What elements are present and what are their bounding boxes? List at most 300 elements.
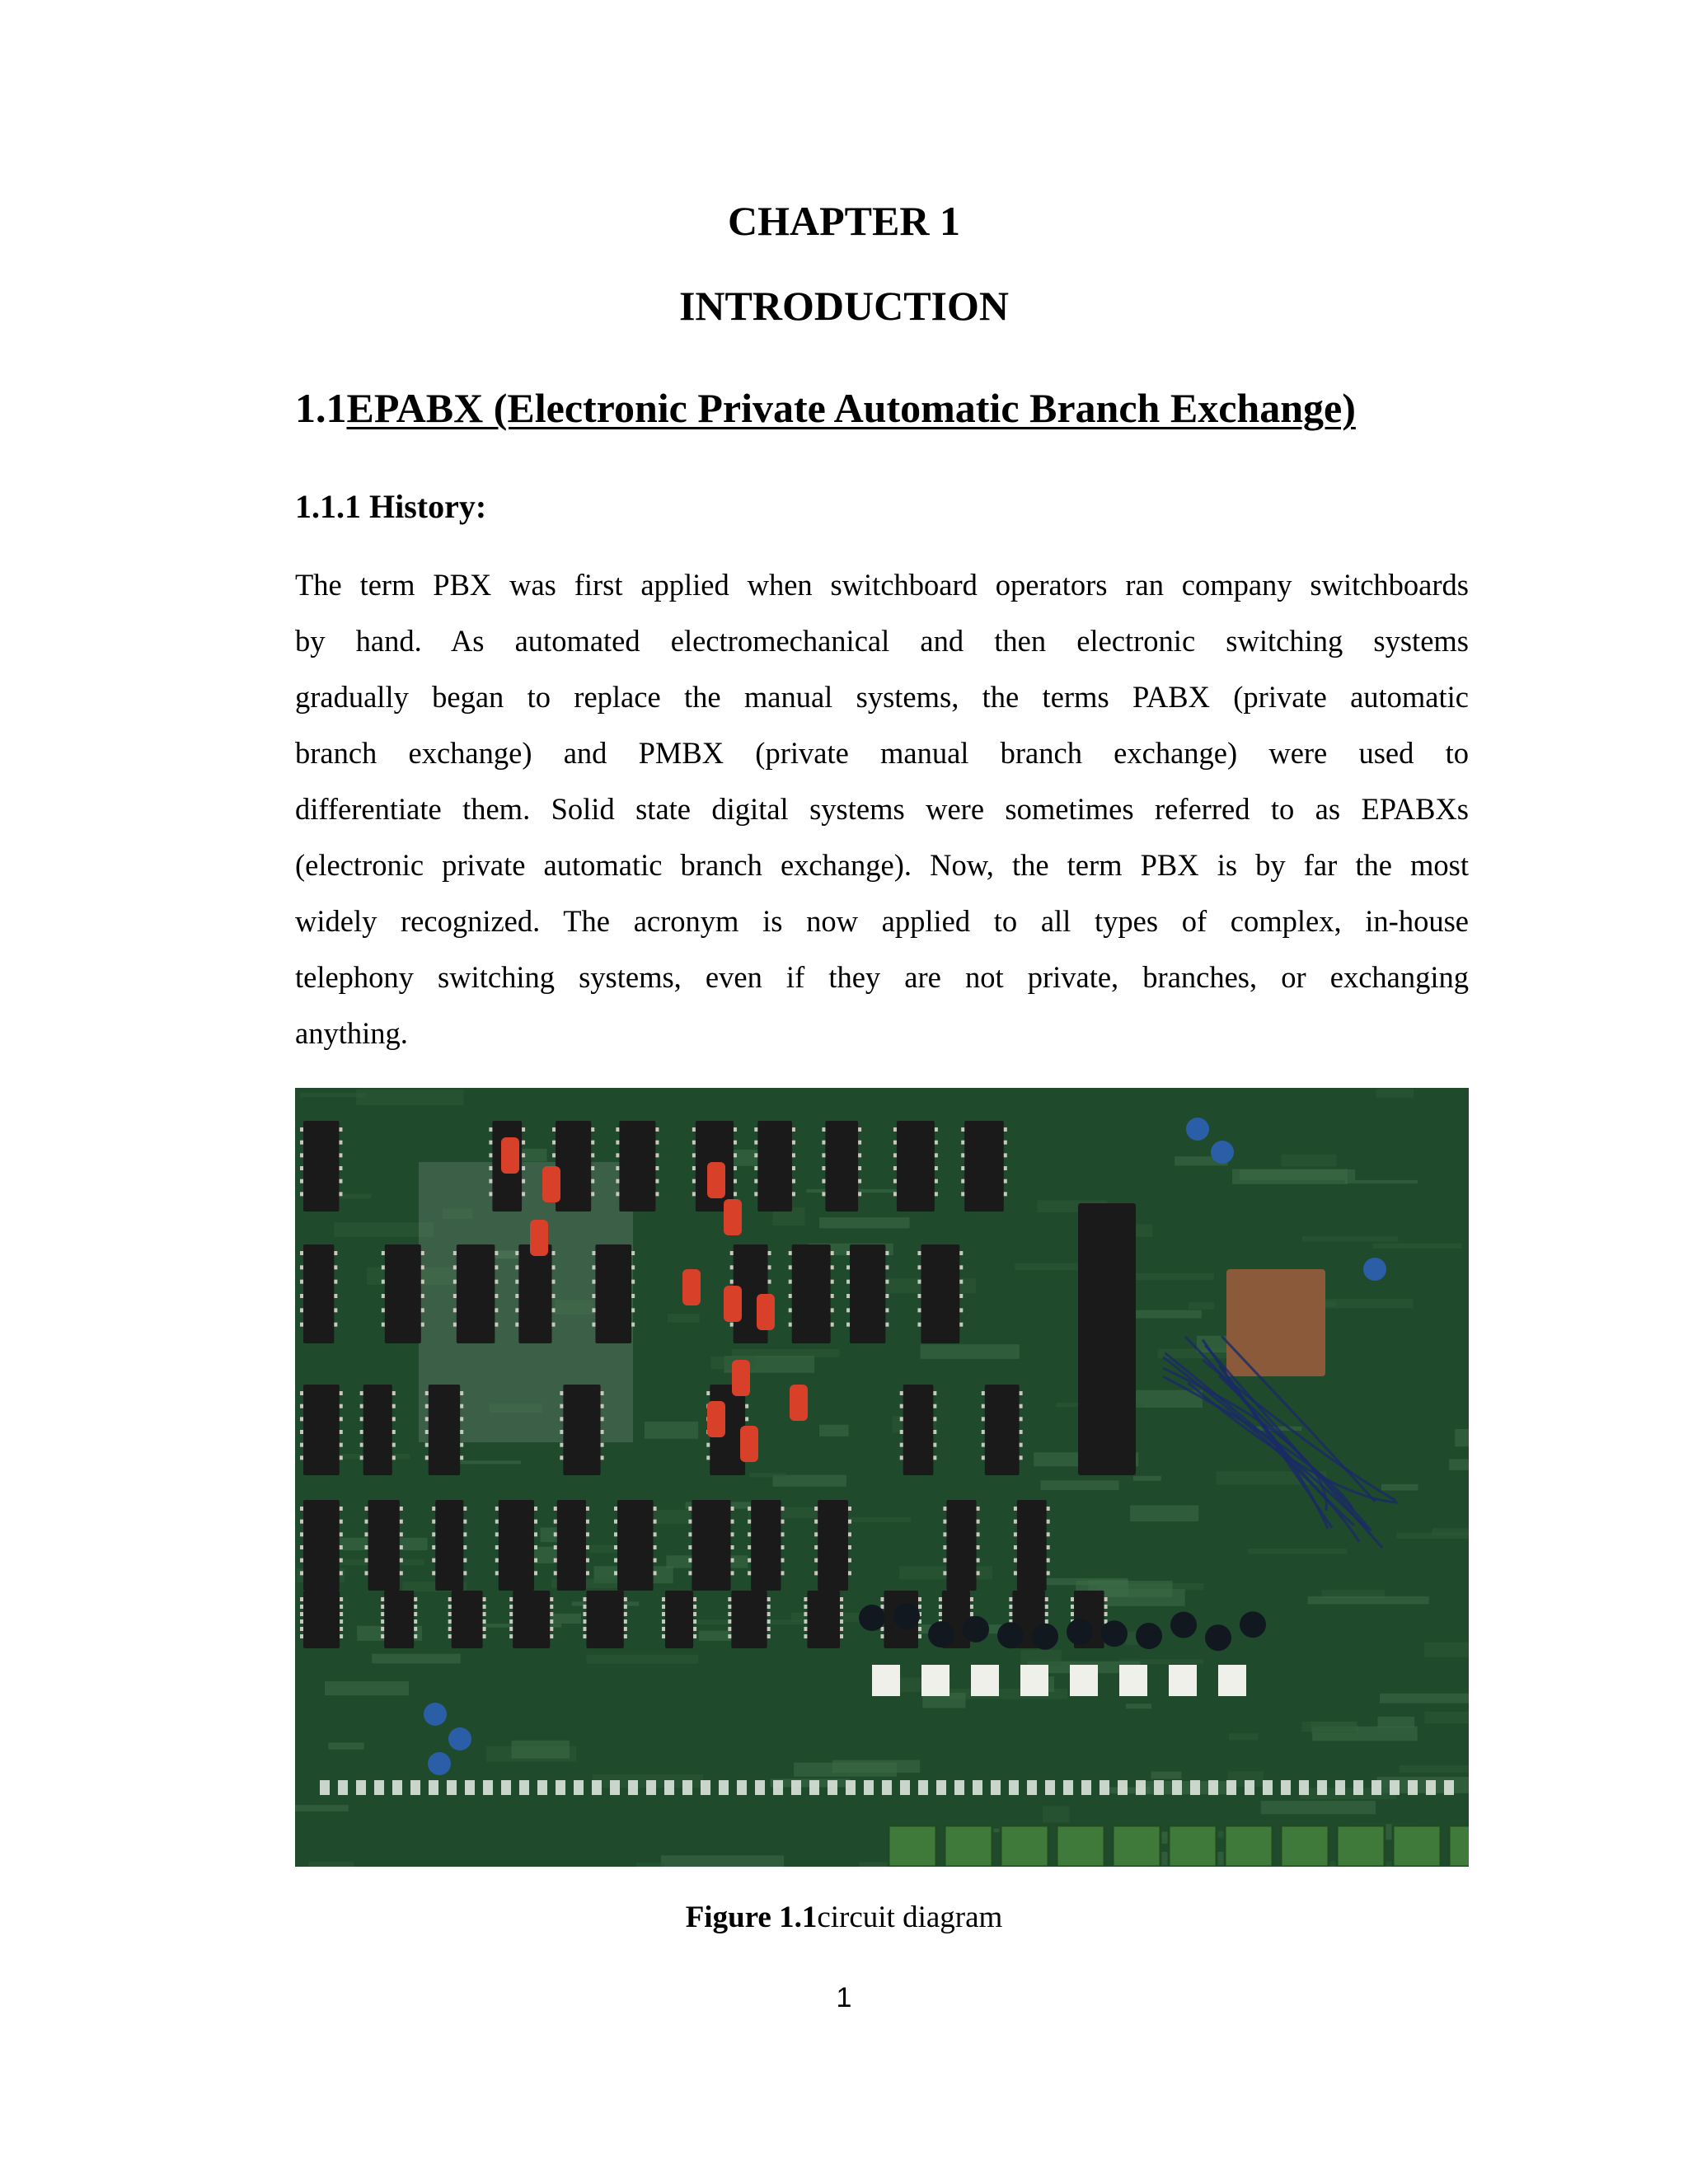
chip-pin: [688, 1532, 692, 1536]
chip-pin: [300, 1558, 303, 1563]
chip-pin: [392, 1417, 396, 1421]
chip-pin: [939, 1605, 942, 1609]
solder-pad: [1100, 1780, 1109, 1795]
solder-pad: [882, 1780, 892, 1795]
chip-pin: [654, 1520, 657, 1524]
blue-capacitor: [1186, 1118, 1209, 1141]
chip-pin: [893, 1141, 897, 1145]
chip-pin: [655, 1166, 659, 1170]
chip-pin: [339, 1166, 342, 1170]
chip-pin: [382, 1323, 385, 1327]
chip-pin: [731, 1571, 734, 1575]
body-line: anything.: [295, 1016, 408, 1050]
chip-pin: [688, 1571, 692, 1575]
chip-pin: [754, 1141, 757, 1145]
circuit-trace: [309, 1862, 354, 1867]
ic-chip: [556, 1121, 591, 1212]
chip-pin: [943, 1532, 946, 1536]
chip-pin: [848, 1507, 851, 1511]
chip-pin: [300, 1507, 303, 1511]
chip-pin: [463, 1571, 467, 1575]
electrolytic-capacitor: [997, 1622, 1024, 1648]
chip-pin: [583, 1597, 586, 1601]
body-line: The term PBX was first applied when switchboard operators ran company switchboards: [295, 568, 1469, 602]
chip-pin: [1004, 1153, 1007, 1157]
chip-pin: [340, 1571, 343, 1575]
chip-pin: [754, 1192, 757, 1196]
circuit-trace: [1229, 1733, 1258, 1740]
chip-pin: [425, 1391, 429, 1395]
chip-pin: [300, 1619, 303, 1624]
red-capacitor: [724, 1286, 742, 1322]
solder-pad: [1027, 1780, 1037, 1795]
chip-pin: [365, 1558, 368, 1563]
chip-pin: [730, 1251, 734, 1255]
chip-pin: [831, 1280, 834, 1284]
chip-pin: [583, 1634, 586, 1638]
chip-pin: [748, 1520, 751, 1524]
chip-pin: [560, 1430, 563, 1434]
chip-pin: [509, 1619, 513, 1624]
chip-pin: [767, 1605, 771, 1609]
chip-pin: [365, 1545, 368, 1549]
chip-pin: [734, 1179, 737, 1183]
chip-pin: [1020, 1417, 1023, 1421]
chip-pin: [583, 1612, 586, 1616]
chip-pin: [961, 1141, 964, 1145]
solder-pad: [1009, 1780, 1019, 1795]
chip-pin: [918, 1597, 921, 1601]
ic-chip: [429, 1385, 460, 1475]
ic-chip: [665, 1591, 693, 1648]
chip-pin: [804, 1612, 807, 1616]
chip-pin: [846, 1265, 850, 1269]
circuit-trace: [1449, 1459, 1469, 1469]
chip-pin: [400, 1571, 403, 1575]
circuit-trace: [1300, 1788, 1396, 1799]
chip-pin: [483, 1627, 486, 1631]
circuit-trace: [1425, 1712, 1469, 1723]
chip-pin: [522, 1141, 525, 1145]
chip-pin: [840, 1605, 843, 1609]
chip-pin: [933, 1417, 936, 1421]
electrolytic-capacitor: [1170, 1612, 1197, 1638]
red-capacitor: [530, 1220, 548, 1256]
chip-pin: [792, 1141, 795, 1145]
chip-pin: [448, 1605, 452, 1609]
page-number: 1: [836, 1982, 852, 2013]
circuit-trace: [645, 1422, 698, 1439]
section-title: EPABX (Electronic Private Automatic Branch Exchange): [346, 385, 1356, 431]
chip-pin: [591, 1153, 594, 1157]
chip-pin: [425, 1430, 429, 1434]
chip-pin: [592, 1265, 595, 1269]
chip-pin: [591, 1141, 594, 1145]
chip-pin: [858, 1166, 861, 1170]
chip-pin: [655, 1153, 659, 1157]
chip-pin: [591, 1127, 594, 1132]
solder-pad: [864, 1780, 874, 1795]
body-line: branch exchange) and PMBX (private manual branch exchange) were used to: [295, 736, 1469, 770]
chip-pin: [831, 1251, 834, 1255]
chip-pin: [768, 1265, 771, 1269]
chip-pin: [614, 1507, 617, 1511]
chip-pin: [840, 1619, 843, 1624]
chip-pin: [554, 1532, 557, 1536]
circuit-trace: [512, 1741, 570, 1759]
chip-pin: [400, 1532, 403, 1536]
solder-pad: [338, 1780, 348, 1795]
circuit-trace: [1344, 1180, 1418, 1183]
chip-pin: [300, 1597, 303, 1601]
chip-pin: [382, 1294, 385, 1298]
ic-chip: [692, 1500, 730, 1591]
chip-pin: [943, 1520, 946, 1524]
blue-capacitor: [1211, 1141, 1234, 1164]
chip-pin: [970, 1605, 973, 1609]
circuit-trace: [819, 1425, 849, 1436]
chip-pin: [631, 1280, 635, 1284]
chip-pin: [982, 1455, 985, 1460]
solder-pad: [628, 1780, 638, 1795]
red-capacitor: [740, 1426, 758, 1462]
chip-pin: [745, 1404, 748, 1408]
chip-pin: [939, 1612, 942, 1616]
chip-pin: [421, 1294, 424, 1298]
chip-pin: [381, 1597, 384, 1601]
chip-pin: [885, 1265, 889, 1269]
circuit-trace: [1133, 1476, 1161, 1481]
circuit-trace: [1311, 1722, 1356, 1733]
chip-pin: [831, 1323, 834, 1327]
chip-pin: [463, 1545, 467, 1549]
chip-pin: [554, 1507, 557, 1511]
chip-pin: [1014, 1532, 1017, 1536]
chip-pin: [959, 1251, 963, 1255]
chip-pin: [728, 1612, 731, 1616]
ic-chip: [303, 1121, 339, 1212]
chip-pin: [789, 1294, 792, 1298]
chip-pin: [483, 1634, 486, 1638]
chip-pin: [425, 1455, 429, 1460]
chip-pin: [982, 1430, 985, 1434]
chip-pin: [734, 1192, 737, 1196]
chip-pin: [421, 1280, 424, 1284]
chip-pin: [754, 1166, 757, 1170]
chip-pin: [982, 1443, 985, 1447]
chip-pin: [688, 1520, 692, 1524]
chip-pin: [463, 1507, 467, 1511]
chip-pin: [432, 1545, 435, 1549]
chip-pin: [592, 1308, 595, 1312]
chip-pin: [848, 1558, 851, 1563]
chip-pin: [654, 1558, 657, 1563]
chip-pin: [400, 1520, 403, 1524]
chip-pin: [880, 1597, 884, 1601]
terminal-connector: [1281, 1825, 1329, 1867]
solder-pad: [991, 1780, 1001, 1795]
chip-pin: [453, 1265, 457, 1269]
chip-pin: [552, 1127, 556, 1132]
chip-pin: [463, 1520, 467, 1524]
chip-pin: [586, 1545, 589, 1549]
chip-pin: [300, 1323, 303, 1327]
chip-pin: [814, 1558, 818, 1563]
terminal-connector: [1113, 1825, 1160, 1867]
chip-pin: [748, 1532, 751, 1536]
chip-pin: [731, 1520, 734, 1524]
chip-pin: [334, 1294, 337, 1298]
circuit-trace: [372, 1654, 461, 1664]
chip-pin: [300, 1265, 303, 1269]
chip-pin: [522, 1127, 525, 1132]
chip-pin: [846, 1280, 850, 1284]
chip-pin: [1045, 1612, 1048, 1616]
chip-pin: [693, 1634, 696, 1638]
solder-pad: [610, 1780, 620, 1795]
circuit-trace: [339, 1193, 372, 1198]
chip-pin: [483, 1605, 486, 1609]
chip-pin: [789, 1251, 792, 1255]
chip-pin: [885, 1294, 889, 1298]
chip-pin: [1014, 1507, 1017, 1511]
chip-pin: [728, 1605, 731, 1609]
circuit-trace: [1151, 1772, 1181, 1779]
chip-pin: [365, 1520, 368, 1524]
ic-chip: [499, 1500, 534, 1591]
circuit-trace: [1282, 1154, 1337, 1166]
chip-pin: [970, 1612, 973, 1616]
chip-pin: [552, 1308, 556, 1312]
chip-pin: [1045, 1597, 1048, 1601]
chip-pin: [885, 1323, 889, 1327]
chip-pin: [300, 1153, 303, 1157]
chip-pin: [917, 1251, 921, 1255]
chapter-label: CHAPTER 1: [728, 198, 960, 244]
chip-pin: [460, 1430, 463, 1434]
chip-pin: [734, 1127, 737, 1132]
chip-pin: [453, 1308, 457, 1312]
chip-pin: [848, 1545, 851, 1549]
chip-pin: [300, 1627, 303, 1631]
chip-pin: [692, 1179, 696, 1183]
chip-pin: [381, 1612, 384, 1616]
chip-pin: [977, 1558, 980, 1563]
chip-pin: [822, 1166, 825, 1170]
circuit-trace: [1021, 1650, 1062, 1666]
chip-pin: [340, 1597, 343, 1601]
chip-pin: [448, 1619, 452, 1624]
chip-pin: [340, 1612, 343, 1616]
solder-pad: [954, 1780, 964, 1795]
chip-pin: [392, 1455, 396, 1460]
chip-pin: [933, 1443, 936, 1447]
ic-chip: [731, 1591, 767, 1648]
chip-pin: [381, 1627, 384, 1631]
chip-pin: [731, 1507, 734, 1511]
chapter-title: INTRODUCTION: [678, 283, 1010, 329]
chip-pin: [550, 1605, 553, 1609]
chip-pin: [814, 1571, 818, 1575]
chip-pin: [614, 1571, 617, 1575]
solder-pad: [320, 1780, 330, 1795]
chip-pin: [1020, 1455, 1023, 1460]
chip-pin: [432, 1520, 435, 1524]
chip-pin: [360, 1404, 363, 1408]
circuit-trace: [300, 1093, 366, 1098]
chip-pin: [381, 1619, 384, 1624]
chip-pin: [1004, 1192, 1007, 1196]
electrolytic-capacitor: [1101, 1620, 1128, 1647]
red-capacitor: [790, 1385, 808, 1421]
terminal-connector: [889, 1825, 936, 1867]
electrolytic-capacitor: [859, 1605, 885, 1631]
chip-pin: [961, 1179, 964, 1183]
chip-pin: [489, 1153, 492, 1157]
electrolytic-capacitor: [1032, 1624, 1058, 1650]
chip-pin: [917, 1294, 921, 1298]
chip-pin: [483, 1612, 486, 1616]
chip-pin: [1004, 1179, 1007, 1183]
chip-pin: [1014, 1520, 1017, 1524]
circuit-trace: [749, 1473, 786, 1477]
subsection-heading: 1.1.1 History:: [295, 488, 487, 525]
chip-pin: [688, 1558, 692, 1563]
solder-pad: [1136, 1780, 1146, 1795]
chip-pin: [300, 1294, 303, 1298]
ic-chip: [384, 1591, 414, 1648]
ic-chip: [818, 1500, 848, 1591]
chip-pin: [382, 1308, 385, 1312]
solder-pad: [936, 1780, 946, 1795]
circuit-trace: [1240, 1169, 1355, 1180]
chip-pin: [728, 1627, 731, 1631]
chip-pin: [728, 1634, 731, 1638]
circuit-trace: [356, 1090, 463, 1106]
body-line: differentiate them. Solid state digital systems were sometimes referred to as EPABXs: [295, 792, 1469, 826]
chip-pin: [586, 1520, 589, 1524]
chip-pin: [534, 1545, 537, 1549]
section-number: 1.1: [295, 385, 347, 431]
chip-pin: [935, 1141, 938, 1145]
chip-pin: [624, 1634, 627, 1638]
chip-pin: [300, 1455, 303, 1460]
optocoupler: [1020, 1665, 1048, 1696]
chip-pin: [858, 1141, 861, 1145]
red-capacitor: [757, 1294, 775, 1330]
chip-pin: [731, 1545, 734, 1549]
chip-pin: [340, 1627, 343, 1631]
solder-pad: [1317, 1780, 1327, 1795]
chip-pin: [300, 1417, 303, 1421]
ic-chip: [850, 1244, 885, 1343]
blue-capacitor: [1363, 1258, 1386, 1281]
chip-pin: [495, 1308, 498, 1312]
circuit-trace: [1373, 1244, 1461, 1249]
chip-pin: [421, 1251, 424, 1255]
chip-pin: [616, 1179, 619, 1183]
solder-pad: [719, 1780, 729, 1795]
chip-pin: [900, 1404, 903, 1408]
chip-pin: [631, 1251, 635, 1255]
chip-pin: [448, 1634, 452, 1638]
solder-pad: [447, 1780, 457, 1795]
chip-pin: [885, 1280, 889, 1284]
chip-pin: [1014, 1545, 1017, 1549]
chip-pin: [550, 1627, 553, 1631]
chip-pin: [414, 1627, 417, 1631]
chip-pin: [300, 1166, 303, 1170]
circuit-trace: [586, 1655, 698, 1664]
chip-pin: [846, 1323, 850, 1327]
chip-pin: [754, 1127, 757, 1132]
chip-pin: [400, 1558, 403, 1563]
circuit-trace: [819, 1217, 910, 1228]
electrolytic-capacitor: [1136, 1623, 1162, 1649]
solder-pad: [1045, 1780, 1055, 1795]
chip-pin: [334, 1251, 337, 1255]
red-capacitor: [682, 1269, 701, 1305]
chip-pin: [382, 1280, 385, 1284]
chip-pin: [880, 1627, 884, 1631]
optocoupler: [971, 1665, 999, 1696]
chip-pin: [693, 1605, 696, 1609]
circuit-trace: [1261, 1801, 1376, 1814]
chip-pin: [453, 1280, 457, 1284]
chip-pin: [340, 1605, 343, 1609]
chip-pin: [655, 1192, 659, 1196]
chip-pin: [693, 1612, 696, 1616]
optocoupler: [1119, 1665, 1147, 1696]
terminal-connector: [1393, 1825, 1441, 1867]
terminal-connector: [1225, 1825, 1273, 1867]
chip-pin: [552, 1323, 556, 1327]
circuit-trace: [636, 1863, 664, 1867]
chip-pin: [534, 1571, 537, 1575]
solder-pad: [828, 1780, 837, 1795]
chip-pin: [453, 1294, 457, 1298]
chip-pin: [1020, 1404, 1023, 1408]
ic-chip: [921, 1244, 959, 1343]
ic-chip: [807, 1591, 840, 1648]
red-capacitor: [501, 1137, 519, 1174]
chip-pin: [840, 1634, 843, 1638]
chip-pin: [731, 1558, 734, 1563]
chip-pin: [601, 1455, 604, 1460]
chip-pin: [300, 1404, 303, 1408]
chip-pin: [1014, 1571, 1017, 1575]
chip-pin: [460, 1404, 463, 1408]
chip-pin: [400, 1545, 403, 1549]
chip-pin: [592, 1280, 595, 1284]
chip-pin: [624, 1612, 627, 1616]
chip-pin: [534, 1507, 537, 1511]
chip-pin: [1071, 1612, 1074, 1616]
chip-pin: [982, 1417, 985, 1421]
chip-pin: [365, 1532, 368, 1536]
chip-pin: [601, 1443, 604, 1447]
optocoupler: [1070, 1665, 1098, 1696]
solder-pad: [1226, 1780, 1236, 1795]
chip-pin: [706, 1391, 710, 1395]
circuit-trace: [328, 1742, 363, 1749]
chip-pin: [970, 1597, 973, 1601]
terminal-connector: [1337, 1825, 1385, 1867]
ic-chip: [303, 1244, 334, 1343]
solder-pad: [483, 1780, 493, 1795]
solder-pad: [1208, 1780, 1218, 1795]
chip-pin: [840, 1627, 843, 1631]
